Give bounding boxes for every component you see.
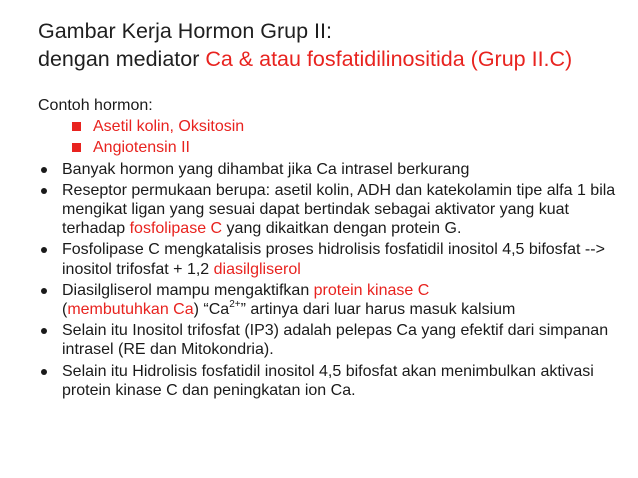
bullet-item	[38, 240, 630, 278]
bullet-text: Reseptor permukaan berupa: asetil kolin, ADH dan katekolamin tipe alfa 1 bila mengikat ligan yang sesuai dapat bertindak sebagai aktivator yang kuat terhadap	[62, 181, 616, 238]
title-line-2-prefix: dengan mediator	[38, 47, 206, 71]
bullet-text: Banyak hormon yang dihambat jika Ca intrasel berkurang	[62, 160, 470, 178]
title-line-2-highlight: Ca & atau fosfatidilinositida (Grup II.C)	[205, 47, 573, 71]
slide-title	[38, 17, 618, 73]
bullet-item	[38, 362, 630, 400]
slide-body	[38, 96, 630, 402]
example-label: Asetil kolin, Oksitosin	[93, 118, 245, 136]
bullet-item	[38, 160, 630, 179]
bullet-text: Selain itu Inositol trifosfat (IP3) adalah pelepas Ca yang efektif dari simpanan intrasel (RE dan Mitokondria).	[62, 322, 609, 359]
bullet-item	[38, 281, 630, 319]
bullet-item	[38, 181, 630, 239]
bullet-text: yang dikaitkan dengan protein G.	[222, 220, 462, 238]
square-bullet-icon	[72, 143, 81, 152]
bullet-dot-icon	[41, 167, 47, 173]
bullet-highlight: protein kinase C	[313, 281, 430, 299]
bullet-text: ) “Ca	[193, 301, 230, 319]
square-bullet-icon	[72, 122, 81, 131]
superscript: 2+	[229, 298, 241, 310]
title-line-2	[38, 45, 618, 73]
bullet-text: Selain itu Hidrolisis fosfatidil inositol 4,5 bifosfat akan menimbulkan aktivasi protein kinase C dan peningkatan ion Ca.	[62, 362, 594, 399]
bullet-dot-icon	[41, 288, 47, 294]
bullet-text: (	[62, 301, 68, 319]
example-label: Angiotensin II	[93, 139, 190, 157]
bullet-dot-icon	[41, 188, 47, 194]
bullet-dot-icon	[41, 247, 47, 253]
example-item	[38, 117, 630, 136]
bullet-highlight: fosfolipase C	[129, 220, 223, 238]
bullet-text: Diasilgliserol mampu mengaktifkan	[62, 281, 314, 299]
bullet-text: Fosfolipase C mengkatalisis proses hidrolisis fosfatidil inositol 4,5 bifosfat --> inositol trifosfat + 1,2	[62, 241, 605, 278]
bullet-item	[38, 321, 630, 359]
bullet-highlight: diasilgliserol	[213, 260, 301, 278]
bullet-highlight: membutuhkan Ca	[67, 301, 194, 319]
example-item	[38, 138, 630, 157]
bullet-text: ” artinya dari luar harus masuk kalsium	[240, 301, 516, 319]
title-line-1: Gambar Kerja Hormon Grup II:	[38, 19, 332, 43]
bullet-dot-icon	[41, 369, 47, 375]
intro-text: Contoh hormon:	[38, 97, 153, 114]
bullet-dot-icon	[41, 328, 47, 334]
